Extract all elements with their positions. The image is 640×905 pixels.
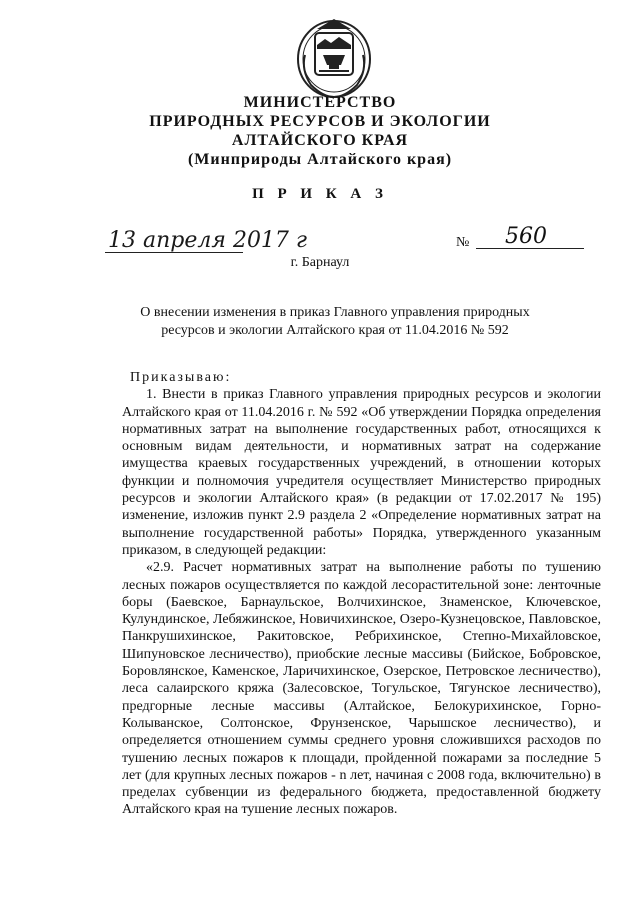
order-number: 560 — [505, 224, 547, 249]
orders-word: Приказываю: — [130, 370, 232, 385]
order-subject: О внесении изменения в приказ Главного управления природных ресурсов и экологии Алтайского края от 11.04.2016 № 592 — [140, 305, 530, 338]
item-2-9-paragraph: «2.9. Расчет нормативных затрат на выполнение работы по тушению лесных пожаров осуществляется по каждой лесорастительной зоне: ленточные боры (Баевское, Барнаульское, Волчихинское, Знаменское, Ключевское, Кулундинское, Лебяжинское, Новичихинское, Озеро-Кузнецовское, Павловское, Панкрушихинское, Ракитовское, Ребрихинское, Степно-Михайловское, Шипуновское лесничество), приобские лесные массивы (Бийское, Бобровское, Боровлянское, Каменское, Ларичихинское, Озерское, Петровское лесничество), леса салаирского кряжа (Залесовское, Тогульское, Тягунское лесничество), предгорные лесные массивы (Алтайское, Белокурихинское, Горно-Колыванское, Солтонское, Фрунзенское, Чарышское лесничество), и определяется отношением суммы среднего уровня сложившихся расходов по тушению лесных пожаров к площади, пройденной пожарами за последние 5 лет (для крупных лесных пожаров - n лет, начиная с 2008 года, включительно) в пределах субвенции из федерального бюджета, предоставленной бюджету Алтайского края на тушение лесных пожаров. — [122, 560, 601, 818]
ministry-title-line1: МИНИСТЕРСТВО — [243, 94, 397, 111]
order-body — [122, 369, 601, 819]
coat-of-arms-icon — [295, 15, 373, 99]
number-label: № — [456, 235, 470, 250]
order-date: 13 апреля 2017 г — [108, 228, 308, 253]
order-title: П Р И К А З — [252, 186, 388, 202]
item-1-paragraph: 1. Внести в приказ Главного управления природных ресурсов и экологии Алтайского края от 11.04.2016 г. № 592 «Об утверждении Порядка определения нормативных затрат на выполнение государственных работ, относящихся к основным видам деятельности, и нормативных затрат на содержание имущества краевых государственных учреждений, в отношении которых функции и полномочия учредителя осуществляет Министерство природных ресурсов и экологии Алтайского края» (в редакции от 17.02.2017 № 195) изменение, изложив пункт 2.9 раздела 2 «Определение нормативных затрат на выполнение государственной работы» Порядка, утвержденного указанным приказом, в следующей редакции: — [122, 387, 601, 558]
number-underline — [476, 248, 584, 249]
date-underline — [105, 252, 243, 253]
ministry-title-line2: ПРИРОДНЫХ РЕСУРСОВ И ЭКОЛОГИИ — [149, 113, 491, 130]
ministry-short-name: (Минприроды Алтайского края) — [187, 151, 453, 168]
ministry-title-line3: АЛТАЙСКОГО КРАЯ — [231, 132, 409, 149]
city: г. Барнаул — [290, 255, 350, 270]
